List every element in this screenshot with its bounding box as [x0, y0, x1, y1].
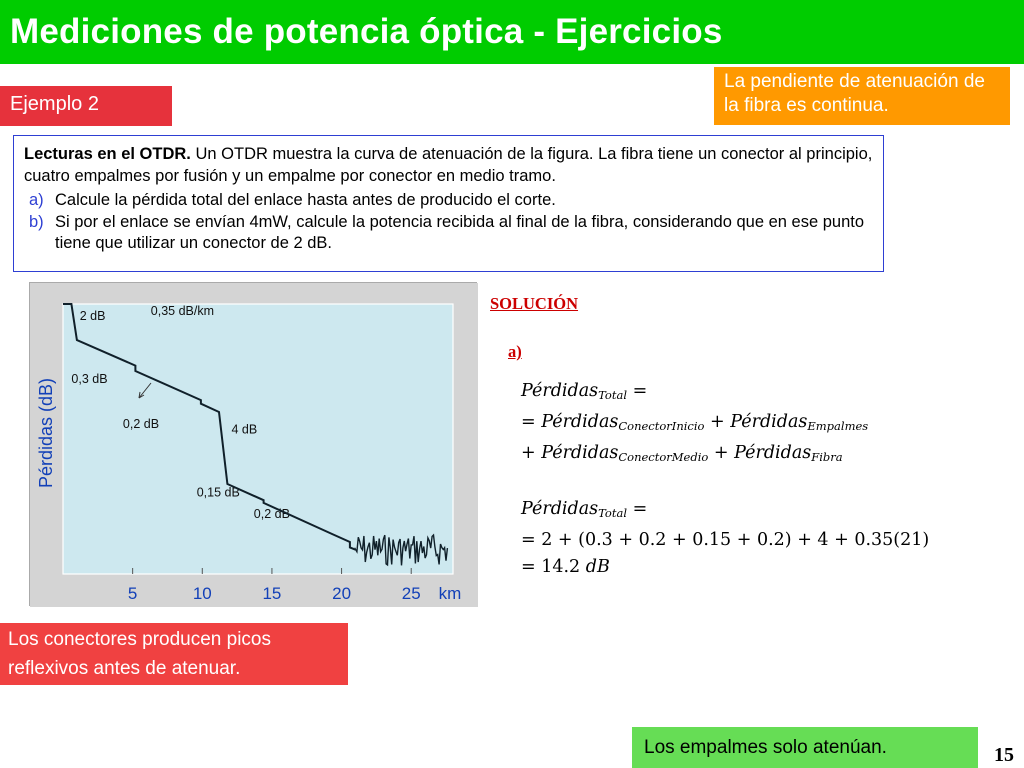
- x-tick-label-1: 10: [192, 584, 212, 603]
- problem-questions: [24, 190, 873, 255]
- plot-area: [63, 304, 453, 574]
- otdr-chart: [29, 282, 477, 606]
- eq2-line1: Pérdidas$_{Total}$ =: [521, 499, 648, 520]
- note-splices: Los empalmes solo atenúan.: [632, 727, 978, 768]
- annotation-4: 4 dB: [231, 422, 258, 437]
- x-tick-label-4: 25: [401, 584, 421, 603]
- question-a-text: Calcule la pérdida total del enlace hasta antes de producido el corte.: [55, 191, 556, 209]
- problem-statement: [13, 135, 884, 272]
- problem-body: Un OTDR muestra la curva de atenuación de la figura. La fibra tiene un conector al principio, cuatro empalmes por fusión y un empalme por conector en medio tramo.: [24, 145, 873, 185]
- annotation-5: 0,15 dB: [196, 485, 240, 500]
- note-connectors: Los conectores producen picos reflexivos antes de atenuar.: [0, 623, 348, 685]
- annotation-3: 0,2 dB: [122, 417, 160, 432]
- eq2-line3: = 14.2 dB: [521, 557, 610, 577]
- solution-part-a: a): [508, 342, 522, 361]
- equation-general: [521, 378, 868, 471]
- equation-numeric: [521, 496, 929, 581]
- annotation-0: 2 dB: [79, 309, 106, 324]
- x-tick-label-0: 5: [127, 584, 138, 603]
- slide-title: Mediciones de potencia óptica - Ejercicios: [10, 12, 723, 51]
- example-label: Ejemplo 2: [0, 86, 172, 126]
- eq2-line2: = 2 + (0.3 + 0.2 + 0.15 + 0.2) + 4 + 0.35(21): [521, 530, 930, 550]
- x-tick-label-3: 20: [332, 584, 352, 603]
- otdr-chart-svg: [30, 283, 478, 607]
- x-tick-label-2: 15: [262, 584, 282, 603]
- question-a-marker: a): [29, 191, 44, 209]
- title-bar: [0, 0, 1024, 64]
- problem-text: [24, 144, 873, 187]
- question-b-marker: b): [29, 212, 44, 231]
- annotation-1: 0,35 dB/km: [150, 303, 215, 318]
- eq1-line3: + Pérdidas$_{ConectorMedio}$ + Pérdidas$_{Fibra}$: [521, 443, 843, 464]
- question-b: [24, 212, 873, 255]
- annotation-2: 0,3 dB: [71, 372, 108, 387]
- y-axis-label: Pérdidas (dB): [36, 377, 56, 489]
- note-fiber-slope: La pendiente de atenuación de la fibra es continua.: [714, 67, 1010, 125]
- annotation-6: 0,2 dB: [253, 507, 290, 522]
- eq1-line2: = Pérdidas$_{ConectorInicio}$ + Pérdidas$_{Empalmes}$: [521, 412, 869, 433]
- question-b-text: Si por el enlace se envían 4mW, calcule la potencia recibida al final de la fibra, considerando que en ese punto tiene que utilizar un conector de 2 dB.: [55, 212, 865, 252]
- page-number: 15: [994, 744, 1014, 766]
- x-axis-label: km: [438, 584, 462, 603]
- eq1-line1: Pérdidas$_{Total}$ =: [521, 381, 648, 402]
- problem-lead: Lecturas en el OTDR.: [24, 145, 191, 163]
- solution-heading: SOLUCIÓN: [490, 294, 579, 313]
- question-a: [24, 190, 873, 212]
